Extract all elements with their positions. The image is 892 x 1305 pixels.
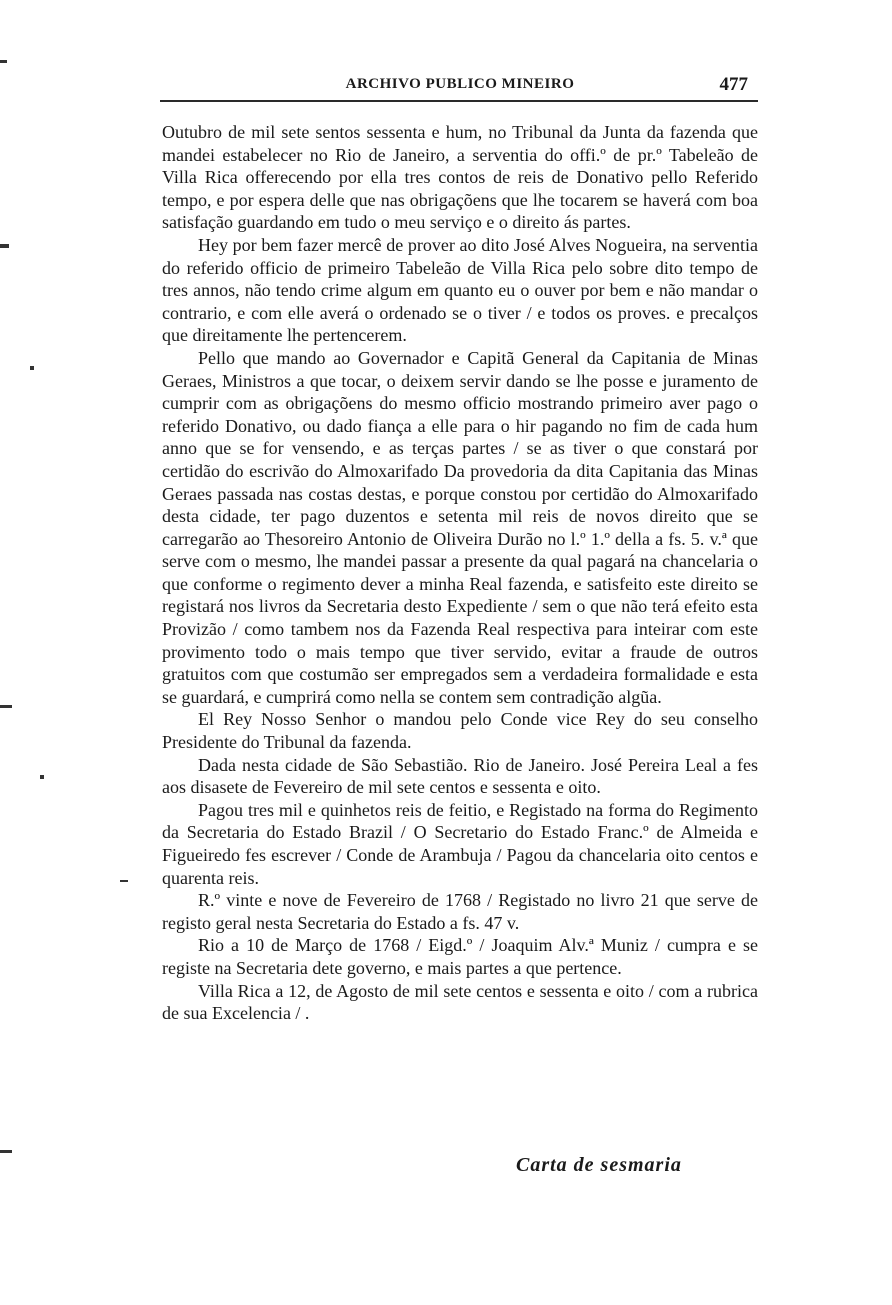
paragraph: Rio a 10 de Março de 1768 / Eigd.º / Joaquim Alv.ª Muniz / cumpra e se registe na Secretaria dete governo, e mais partes a que pertence.	[162, 935, 758, 978]
paragraph: Pello que mando ao Governador e Capitã General da Capitania de Minas Geraes, Ministros a que tocar, o deixem servir dando se lhe posse e juramento de cumprir com as obrigaçõens do mesmo officio mostrando primeiro aver pago o referido Donativo, ou dado fiança a elle para o hir pagando no fim de cada hum anno que se for vensendo, e as terças partes / se as tiver o que constará por certidão do escrivão do Almoxarifado Da provedoria da dita Capitania das Minas Geraes passada nas costas destas, e porque constou por certidão do Almoxarifado desta cidade, ter pago duzentos e setenta mil reis de novos direito que se carregarão ao Thesoreiro Antonio de Oliveira Durão no l.º 1.º della a fs. 5. v.ª que serve com o mesmo, lhe mandei passar a presente da qual pagará na chancelaria o que conforme o regimento dever a minha Real fazenda, e satisfeito este direito se registará nos livros da Secretaria desto Expediente / sem o que não terá efeito esta Provizão / como tambem nos da Fazenda Real respectiva para inteirar com este provimento todo o mais tempo que tiver servido, evitar a fraude de outros gratuitos com que costumão ser empregados sem a verdadeira formalidade e esta se guardará, e cumprirá como nella se contem sem contradição algũa.	[162, 347, 758, 707]
running-head	[160, 74, 760, 98]
paragraph: Dada nesta cidade de São Sebastião. Rio de Janeiro. José Pereira Leal a fes aos disasete de Fevereiro de mil sete centos e sessenta e oito.	[162, 754, 758, 798]
scan-mark	[40, 775, 44, 779]
paragraph: El Rey Nosso Senhor o mandou pelo Conde vice Rey do seu conselho Presidente do Tribunal da fazenda.	[162, 709, 758, 753]
paragraph: Hey por bem fazer mercê de prover ao dito José Alves Nogueira, na serventia do referido officio de primeiro Tabeleão de Villa Rica pelo sobre dito tempo de tres annos, não tendo crime algum em quanto eu o ouver por bem e não mandar o contrario, e com elle averá o ordenado se o tiver / e todos os proves. e precalços que direitamente lhe pertencerem.	[162, 234, 758, 346]
paragraph: Pagou tres mil e quinhetos reis de feitio, e Registado na forma do Regimento da Secretaria do Estado Brazil / O Secretario do Estado Franc.º de Almeida e Figueiredo fes escrever / Conde de Arambuja / Pagou da chancelaria oito centos e quarenta reis.	[162, 799, 758, 888]
paragraph: R.º vinte e nove de Fevereiro de 1768 / Registado no livro 21 que serve de registo geral nesta Secretaria do Estado a fs. 47 v.	[162, 890, 758, 933]
paragraph: Villa Rica a 12, de Agosto de mil sete centos e sessenta e oito / com a rubrica de sua Excelencia / .	[162, 980, 758, 1024]
scan-mark	[0, 1150, 12, 1153]
scan-mark	[0, 244, 9, 248]
scan-mark	[30, 366, 34, 370]
paragraph: Outubro de mil sete sentos sessenta e hum, no Tribunal da Junta da fazenda que mandei estabelecer no Rio de Janeiro, a serventia do offi.º de pr.º Tabeleão de Villa Rica offerecendo por ella tres contos de reis de Donativo pello Referido tempo, e por espera delle que nas obrigaçõens que lhe tocarem se haverá com boa satisfação guardando em tudo o meu serviço e o direito ás partes.	[162, 122, 758, 233]
scan-mark	[0, 60, 7, 63]
scan-mark	[0, 705, 12, 708]
header-rule	[160, 100, 758, 102]
page-number: 477	[719, 74, 748, 95]
body-text	[162, 121, 758, 1025]
section-heading: Carta de sesmaria	[516, 1154, 682, 1176]
scan-mark	[120, 880, 128, 882]
running-title: ARCHIVO PUBLICO MINEIRO	[345, 76, 575, 92]
